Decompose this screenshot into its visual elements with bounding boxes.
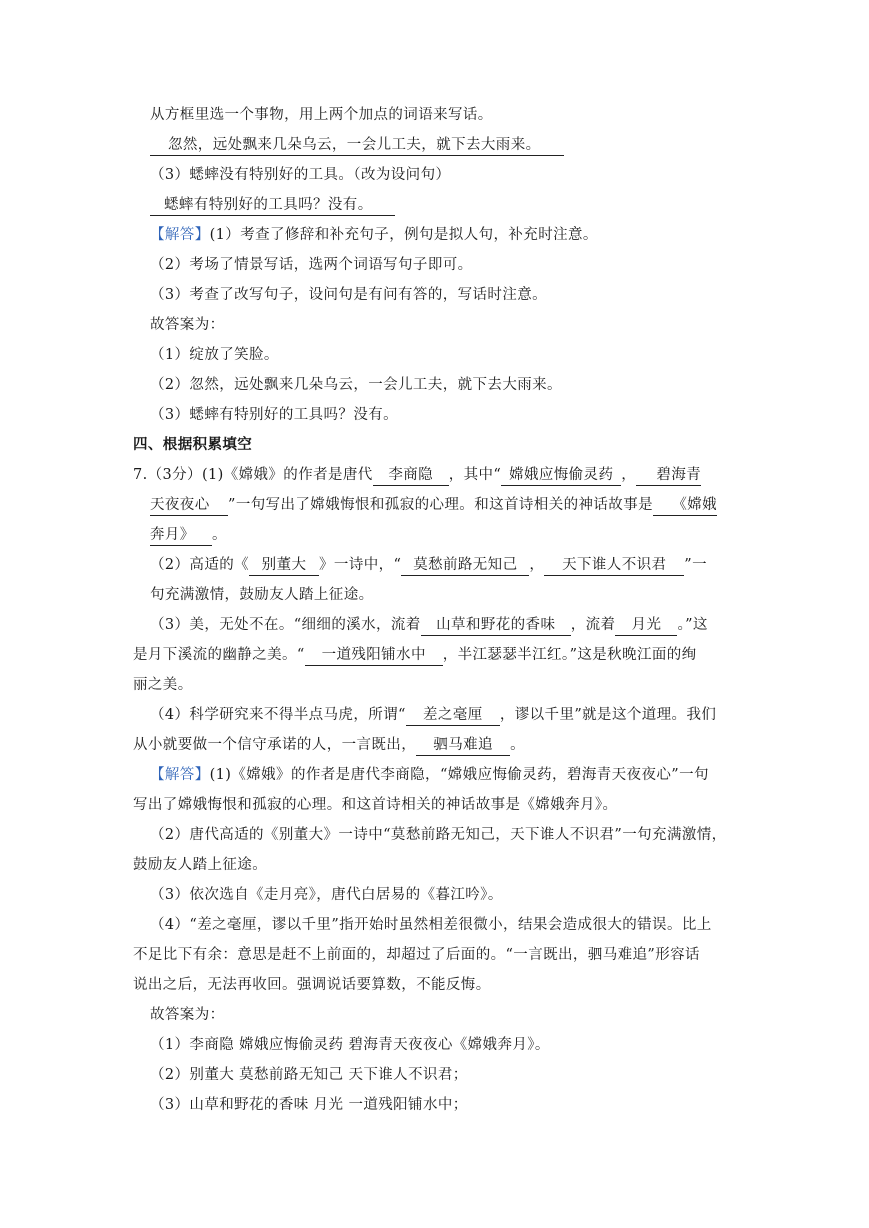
blank-line-b: 碧海青 (636, 466, 701, 486)
text: ， (529, 557, 545, 573)
text: 。 (510, 737, 526, 753)
q7-answer-2: （2）别董大 莫愁前路无知己 天下谁人不识君； (150, 1067, 468, 1083)
q6-gudaan: 故答案为： (150, 317, 225, 333)
q7-jieda-6: （4）“差之毫厘，谬以千里”指开始时虽然相差很微小，结果会造成很大的错误。比上 (150, 917, 712, 933)
text: （4）科学研究来不得半点马虎，所谓“ (150, 707, 406, 723)
text: ，谬以千里”就是这个道理。我们 (499, 707, 717, 723)
q7-answer-1: （1）李商隐 嫦娥应悔偷灵药 碧海青天夜夜心《嫦娥奔月》。 (150, 1037, 550, 1053)
blank-stream-a: 山草和野花的香味 (421, 616, 571, 636)
q7-jieda-2: 写出了嫦娥悔恨和孤寂的心理。和这首诗相关的神话故事是《嫦娥奔月》。 (133, 797, 618, 813)
q7-line-4 (150, 555, 707, 576)
text: 从小就要做一个信守承诺的人，一言既出， (133, 737, 417, 753)
answer-line: 蟋蟀有特别好的工具吗？没有。 (150, 196, 395, 216)
q6-final-2: （2）忽然，远处飘来几朵乌云，一会儿工夫，就下去大雨来。 (150, 377, 562, 393)
q7-jieda-7: 不足比下有余：意思是赶不上前面的，却超过了后面的。“一言既出，驷马难追”形容话 (133, 947, 700, 963)
blank-poem-line-a: 莫愁前路无知己 (401, 556, 529, 576)
blank-line-a: 嫦娥应悔偷灵药 (501, 466, 621, 486)
jieda-tag: 【解答】 (150, 227, 210, 243)
text: （2）高适的《 (150, 557, 250, 573)
q7-answer-3: （3）山草和野花的香味 月光 一道残阳铺水中； (150, 1097, 468, 1113)
blank-idiom-b: 驷马难追 (416, 736, 510, 756)
q6-answer-2 (150, 135, 564, 156)
blank-story: 《嫦娥 (653, 496, 717, 516)
q6-question-3: （3）蟋蟀没有特别好的工具。（改为设问句） (150, 167, 451, 183)
text: ，流着 (570, 617, 616, 633)
jieda-tag: 【解答】 (150, 767, 210, 783)
text: 7.（3分）(1)《嫦娥》的作者是唐代 (133, 467, 373, 483)
q7-jieda-5: （3）依次选自《走月亮》，唐代白居易的《暮江吟》。 (150, 887, 503, 903)
q7-jieda-4: 鼓励友人踏上征途。 (133, 857, 268, 873)
q6-jieda-3: （3）考查了改写句子，设问句是有问有答的，写话时注意。 (150, 287, 548, 303)
q6-jieda-2: （2）考场了情景写话，选两个词语写句子即可。 (150, 257, 473, 273)
blank-story-cont: 奔月》 (150, 526, 212, 546)
text: 。 (212, 527, 227, 543)
q7-jieda-1 (150, 765, 709, 785)
text: ”一 (684, 557, 707, 573)
text: ，半江瑟瑟半江红。”这是秋晚江面的绚 (442, 647, 697, 663)
q7-line-1 (133, 465, 701, 486)
text: ”一句写出了嫦娥悔恨和孤寂的心理。和这首诗相关的神话故事是 (228, 497, 654, 513)
q7-line-7 (133, 645, 697, 666)
q7-jieda-8: 说出之后，无法再收回。强调说话要算数，不能反悔。 (133, 977, 491, 993)
q7-jieda-3: （2）唐代高适的《别董大》一诗中“莫愁前路无知己，天下谁人不识君”一句充满激情， (150, 827, 727, 843)
blank-poem-line-b: 天下谁人不识君 (544, 556, 684, 576)
answer-line: 忽然，远处飘来几朵乌云，一会儿工夫，就下去大雨来。 (150, 136, 564, 156)
blank-idiom-a: 差之毫厘 (406, 706, 500, 726)
q7-gudaan: 故答案为： (150, 1007, 225, 1023)
blank-stream-b: 月光 (615, 616, 677, 636)
q7-line-2 (150, 495, 717, 516)
q6-final-3: （3）蟋蟀有特别好的工具吗？没有。 (150, 407, 399, 423)
q7-line-3 (150, 525, 227, 546)
text: 。”这 (677, 617, 708, 633)
text: ， (621, 467, 637, 483)
q7-line-6 (150, 615, 708, 636)
q7-line-9 (150, 705, 716, 726)
blank-author: 李商隐 (373, 466, 449, 486)
text: ，其中“ (448, 467, 502, 483)
text: 》一诗中，“ (319, 557, 402, 573)
section-heading: 四、根据积累填空 (133, 436, 253, 453)
q7-line-8: 丽之美。 (133, 677, 193, 693)
jieda-text: (1)《嫦娥》的作者是唐代李商隐，“嫦娥应悔偷灵药，碧海青天夜夜心”一句 (209, 767, 709, 783)
q6-answer-3 (150, 195, 395, 216)
q7-line-5: 句充满激情，鼓励友人踏上征途。 (150, 587, 374, 603)
blank-poem-title: 别董大 (249, 556, 319, 576)
jieda-text: (1）考查了修辞和补充句子，例句是拟人句，补充时注意。 (209, 227, 598, 243)
q6-jieda-1 (150, 225, 598, 245)
text: （3）美，无处不在。“细细的溪水，流着 (150, 617, 421, 633)
q7-line-10 (133, 735, 525, 756)
blank-river: 一道残阳铺水中 (305, 646, 443, 666)
q6-instruction-2: 从方框里选一个事物，用上两个加点的词语来写话。 (150, 107, 493, 123)
text: 是月下溪流的幽静之美。“ (133, 647, 305, 663)
q6-final-1: （1）绽放了笑脸。 (150, 347, 279, 363)
blank-line-b-cont: 天夜夜心 (150, 496, 228, 516)
